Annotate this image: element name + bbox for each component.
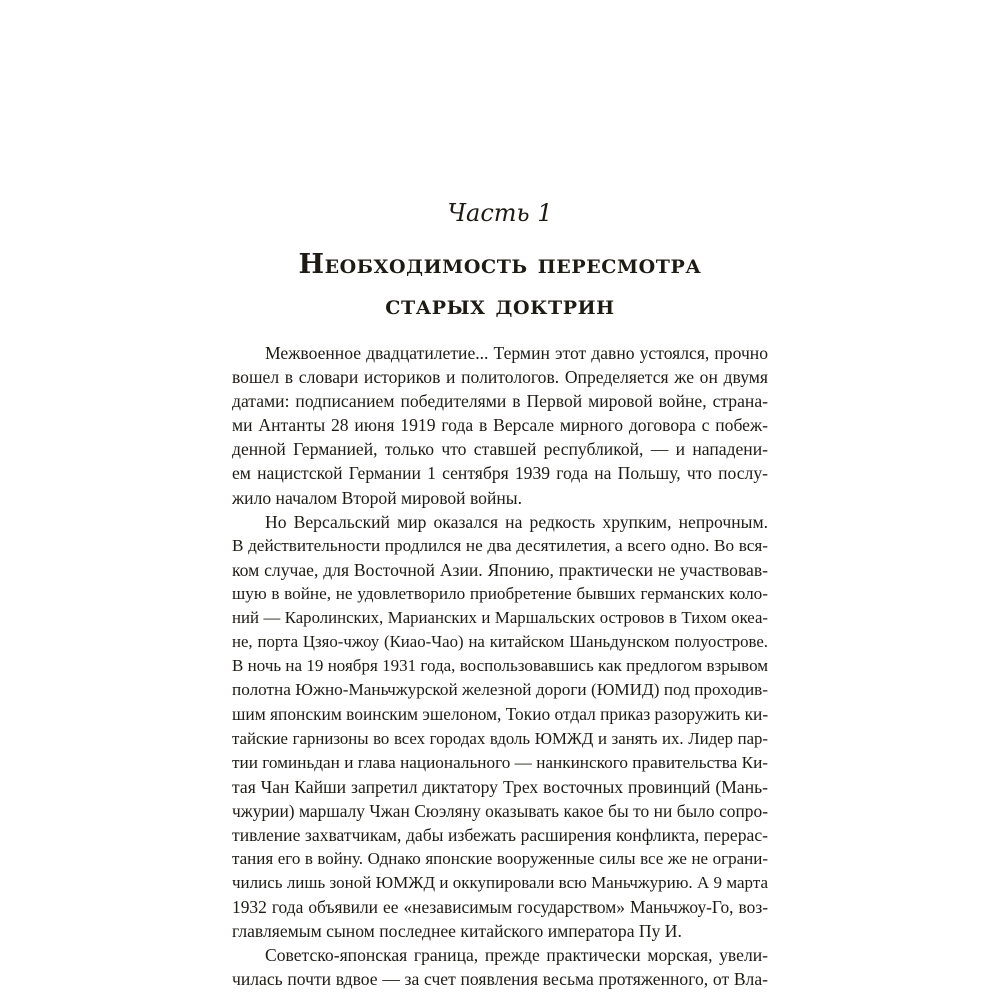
text-line: тии гоминьдан и глава национального — нанкинского правительства Ки- [232, 752, 768, 772]
text-line: шую в войне, не удовлетворило приобретение бывших германских коло- [232, 583, 768, 603]
text-line: шим японским воинским эшелоном, Токио отдал приказ разоружить ки- [232, 704, 769, 725]
text-line: ний — Каролинских, Марианских и Маршальских островов в Тихом океа- [232, 608, 768, 628]
text-line: В действительности продлился не два десятилетия, а всего одно. Во вся- [232, 535, 768, 555]
paragraph [232, 341, 768, 510]
part-title [150, 244, 850, 326]
text-line: не, порта Цзяо-чжоу (Киао-Чао) на китайском Шаньдунском полуострове. [232, 632, 768, 652]
text-line: ком случае, для Восточной Азии. Японию, практически не участвовав- [232, 559, 768, 580]
text-line: полотна Южно-Маньчжурской железной дороги (ЮМИД) под проходив- [232, 680, 768, 700]
text-line: тания его в войну. Однако японские вооруженные силы все же не ограни- [232, 848, 768, 868]
text-line: жило началом Второй мировой войны. [232, 487, 523, 508]
text-line: 1932 года объявили ее «независимым государством» Маньчжоу-Го, воз- [232, 897, 768, 918]
text-line: В ночь на 19 ноября 1931 года, воспользовавшись как предлогом взрывом [232, 656, 768, 676]
paragraph [232, 510, 768, 944]
text-line: вошел в словари историков и политологов. Определяется же он двумя [232, 367, 768, 388]
part-title-line: Необходимость пересмотра [298, 249, 702, 280]
part-label: Часть 1 [447, 199, 553, 227]
text-line: тайские гарнизоны во всех городах вдоль ЮМЖД и занять их. Лидер пар- [232, 728, 768, 748]
part-title-line: старых доктрин [385, 290, 615, 321]
text-line: денной Германией, только что ставшей республикой, — и нападени- [232, 439, 768, 460]
text-line: чилась почти вдвое — за счет появления весьма протяженного, от Вла- [232, 969, 768, 990]
text-line: датами: подписанием победителями в Первой мировой войне, страна- [232, 391, 768, 412]
text-line: чились лишь зоной ЮМЖД и оккупировали всю Маньчжурию. А 9 марта [232, 873, 768, 893]
text-line: Но Версальский мир оказался на редкость хрупким, непрочным. [265, 511, 768, 532]
body-text [232, 341, 768, 992]
paragraph [232, 943, 768, 991]
text-line: тивление захватчикам, дабы избежать расширения конфликта, перерас- [232, 824, 768, 845]
text-line: ем нацистской Германии 1 сентября 1939 года на Польшу, что послу- [232, 463, 768, 484]
text-line: главляемым сыном последнее китайского императора Пу И. [232, 921, 682, 942]
text-line: Межвоенное двадцатилетие... Термин этот давно устоялся, прочно [265, 343, 768, 363]
text-line: тая Чан Кайши запретил диктатору Трех восточных провинций (Мань- [232, 776, 768, 797]
text-line: чжурии) маршалу Чжан Сюэляну оказывать какое бы то ни было сопро- [232, 800, 768, 821]
text-line: ми Антанты 28 июня 1919 года в Версале мирного договора с побеж- [232, 415, 768, 436]
text-line: Советско-японская граница, прежде практически морская, увели- [265, 945, 768, 966]
